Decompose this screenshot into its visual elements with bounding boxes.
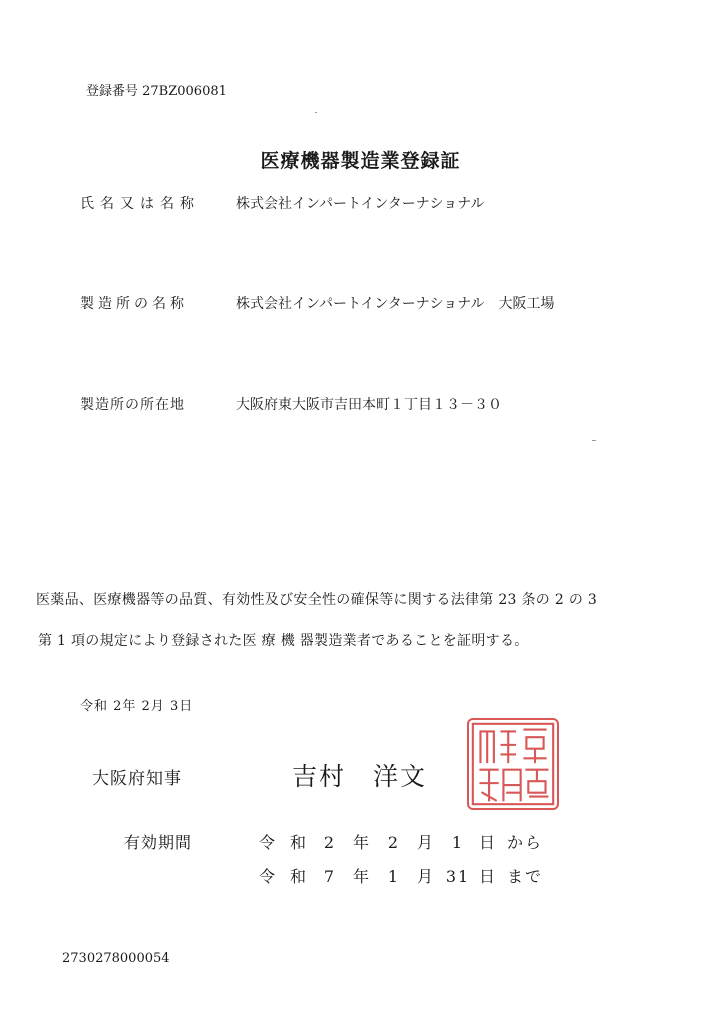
validity-to-era-2: 和 [289, 867, 308, 886]
validity-from-day-unit: 日 [478, 833, 497, 852]
statement-line-1: 医薬品、医療機器等の品質、有効性及び安全性の確保等に関する法律第 23 条の 2 の 3 [36, 592, 598, 608]
scan-speck [315, 112, 317, 113]
validity-to-year: 7 [323, 867, 337, 886]
document-title: 医療機器製造業登録証 [260, 150, 461, 172]
validity-to-suffix: まで [506, 867, 543, 886]
validity-from-year-unit: 年 [352, 833, 371, 852]
official-seal-icon [467, 718, 559, 810]
field-value-factory-name: 株式会社インパートインターナショナル 大阪工場 [236, 296, 555, 312]
validity-from-day: 1 [451, 833, 465, 852]
validity-to-year-unit: 年 [352, 867, 371, 886]
field-value-factory-address: 大阪府東大阪市吉田本町１丁目１３－３０ [236, 397, 502, 413]
field-value-name: 株式会社インパートインターナショナル [236, 196, 485, 212]
field-label-factory-name: 製造所の名称 [80, 296, 188, 312]
validity-label: 有効期間 [124, 833, 193, 852]
validity-from-year: 2 [323, 833, 337, 852]
validity-to-month: 1 [387, 867, 401, 886]
validity-from-month-unit: 月 [416, 833, 435, 852]
registration-number: 登録番号 27BZ006081 [86, 84, 227, 99]
validity-to-day-unit: 日 [478, 867, 497, 886]
validity-to [255, 864, 545, 887]
statement-line-2: 第 1 項の規定により登録された医 療 機 器製造業者であることを証明する。 [38, 633, 529, 649]
validity-from-month: 2 [387, 833, 401, 852]
validity-from [255, 830, 545, 853]
validity-to-month-unit: 月 [416, 867, 435, 886]
validity-to-day: 31 [445, 867, 471, 886]
scan-speck [592, 440, 596, 441]
validity-from-era-1: 令 [258, 833, 277, 852]
validity-from-era-2: 和 [289, 833, 308, 852]
issue-date: 令和 2年 2月 3日 [80, 699, 194, 714]
validity-to-era-1: 令 [258, 867, 277, 886]
field-label-factory-address: 製造所の所在地 [80, 397, 185, 413]
issuer-title: 大阪府知事 [92, 769, 182, 789]
validity-from-suffix: から [506, 833, 543, 852]
field-label-name: 氏名又は名称 [80, 196, 200, 212]
governor-signature: 吉村 洋文 [292, 762, 428, 791]
serial-number: 2730278000054 [62, 951, 170, 966]
